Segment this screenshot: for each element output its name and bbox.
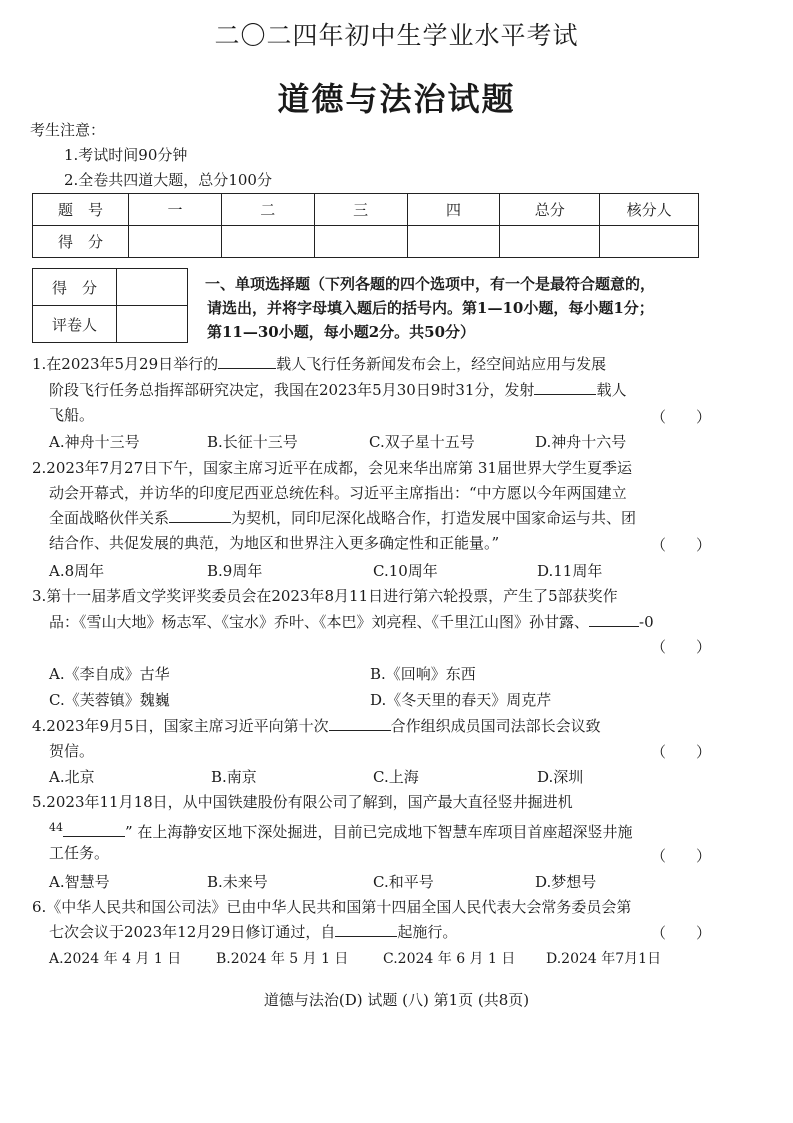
score-cell-total[interactable] (500, 226, 600, 258)
score-table-cell: 三 (314, 194, 407, 226)
question-5-line-3: 工任务。 (49, 844, 110, 862)
option-d[interactable]: D.11周年 (537, 562, 603, 580)
question-6-line-1: 6.《中华人民共和国公司法》已由中华人民共和国第十四届全国人民代表大会常务委员会第 (32, 898, 632, 916)
score-table-cell: 题 号 (33, 194, 129, 226)
question-2-line-2: 动会开幕式，并访华的印度尼西亚总统佐科。习近平主席指出：“中方愿以今年两国建立 (49, 484, 627, 502)
score-cell-1[interactable] (129, 226, 222, 258)
grader-label: 评卷人 (33, 306, 117, 343)
option-a[interactable]: A.8周年 (49, 562, 105, 580)
option-b[interactable]: B.长征十三号 (207, 433, 298, 451)
question-1-line-1: 1.在2023年5月29日举行的 载人飞行任务新闻发布会上，经空间站应用与发展 (32, 355, 607, 373)
question-4-line-1: 4.2023年9月5日，国家主席习近平向第十次 合作组织成员国司法部长会议致 (32, 717, 601, 735)
grader-score-label: 得 分 (33, 269, 117, 306)
answer-parentheses[interactable]: （ ） (651, 638, 712, 656)
question-6-line-2: 七次会议于2023年12月29日修订通过，自 起施行。 (49, 923, 458, 941)
grader-box (32, 268, 188, 343)
score-table-cell: 得 分 (33, 226, 129, 258)
score-table-header-row (33, 194, 699, 226)
answer-parentheses[interactable]: （ ） (651, 743, 712, 761)
notice-heading: 考生注意： (30, 121, 106, 139)
section-heading-line: 第11—30小题，每小题2分。共50分） (207, 323, 476, 341)
option-d[interactable]: D.深圳 (537, 768, 584, 786)
score-table-cell: 一 (129, 194, 222, 226)
option-a[interactable]: A.智慧号 (49, 873, 110, 891)
question-5-line-2: $^{44}$ ” 在上海静安区地下深处掘进，目前已完成地下智慧车库项目首座超深竖井施 (49, 821, 633, 841)
question-2-line-1: 2.2023年7月27日下午，国家主席习近平在成都，会见来华出席第 31届世界大学生夏季运 (32, 459, 632, 477)
score-table (32, 193, 699, 258)
option-a[interactable]: A.2024 年 4 月 1 日 (49, 951, 182, 967)
score-cell-checker[interactable] (600, 226, 699, 258)
answer-parentheses[interactable]: （ ） (651, 408, 712, 426)
option-a[interactable]: A.神舟十三号 (49, 433, 140, 451)
answer-parentheses[interactable]: （ ） (651, 536, 712, 554)
score-cell-4[interactable] (407, 226, 500, 258)
answer-parentheses[interactable]: （ ） (651, 847, 712, 865)
score-table-score-row (33, 226, 699, 258)
option-c[interactable]: C.上海 (373, 768, 419, 786)
answer-blank[interactable] (534, 380, 596, 395)
score-table-cell: 二 (221, 194, 314, 226)
score-cell-3[interactable] (314, 226, 407, 258)
option-b[interactable]: B.《回响》东西 (370, 665, 476, 683)
option-c[interactable]: C.2024 年 6 月 1 日 (383, 951, 516, 967)
grader-name-cell[interactable] (117, 306, 188, 343)
answer-blank[interactable] (589, 612, 639, 627)
question-2-line-4: 结合作、共促发展的典范，为地区和世界注入更多确定性和正能量。” (49, 534, 500, 552)
grader-score-cell[interactable] (117, 269, 188, 306)
option-c[interactable]: C.10周年 (373, 562, 438, 580)
question-3-line-1: 3.第十一届茅盾文学奖评奖委员会在2023年8月11日进行第六轮投票，产生了5部获奖作 (32, 587, 618, 605)
option-d[interactable]: D.2024 年7月1日 (546, 951, 662, 967)
option-d[interactable]: D.神舟十六号 (535, 433, 627, 451)
option-c[interactable]: C.《芙蓉镇》魏巍 (49, 691, 170, 709)
question-5-line-1: 5.2023年11月18日，从中国铁建股份有限公司了解到，国产最大直径竖井掘进机 (32, 793, 573, 811)
option-c[interactable]: C.双子星十五号 (369, 433, 475, 451)
score-cell-2[interactable] (221, 226, 314, 258)
question-2-line-3: 全面战略伙伴关系 为契机，同印尼深化战略合作，打造发展中国家命运与共、团 (49, 509, 637, 527)
answer-parentheses[interactable]: （ ） (651, 924, 712, 942)
option-b[interactable]: B.9周年 (207, 562, 263, 580)
option-a[interactable]: A.《李自成》古华 (49, 665, 170, 683)
question-1-line-3: 飞船。 (49, 406, 95, 424)
answer-blank[interactable] (218, 354, 276, 369)
notice-item: 2.全卷共四道大题，总分100分 (64, 171, 272, 189)
option-d[interactable]: D.《冬天里的春天》周克芹 (370, 691, 552, 709)
option-d[interactable]: D.梦想号 (535, 873, 597, 891)
answer-blank[interactable] (335, 922, 397, 937)
score-table-cell: 总分 (500, 194, 600, 226)
question-4-line-2: 贺信。 (49, 742, 95, 760)
subject-title: 道德与法治试题 (277, 80, 516, 118)
option-a[interactable]: A.北京 (49, 768, 95, 786)
answer-blank[interactable] (169, 508, 231, 523)
option-c[interactable]: C.和平号 (373, 873, 434, 891)
section-heading-line: 一、单项选择题（下列各题的四个选项中，有一个是最符合题意的， (205, 275, 656, 293)
answer-blank[interactable] (63, 822, 125, 837)
question-3-line-2: 品：《雪山大地》杨志军、《宝水》乔叶、《本巴》刘亮程、《千里江山图》孙甘露、 -0 (49, 613, 654, 631)
exam-title: 二〇二四年初中生学业水平考试 (214, 21, 579, 50)
answer-blank[interactable] (329, 716, 391, 731)
option-b[interactable]: B.南京 (211, 768, 257, 786)
score-table-cell: 四 (407, 194, 500, 226)
option-b[interactable]: B.未来号 (207, 873, 268, 891)
score-table-cell: 核分人 (600, 194, 699, 226)
page-footer: 道德与法治(D) 试题 (八) 第1页 (共8页) (263, 991, 530, 1009)
notice-item: 1.考试时间90分钟 (64, 146, 188, 164)
option-b[interactable]: B.2024 年 5 月 1 日 (216, 951, 349, 967)
question-1-line-2: 阶段飞行任务总指挥部研究决定，我国在2023年5月30日9时31分，发射 载人 (49, 381, 627, 399)
section-heading-line: 请选出，并将字母填入题后的括号内。第1—10小题，每小题1分； (207, 299, 654, 317)
